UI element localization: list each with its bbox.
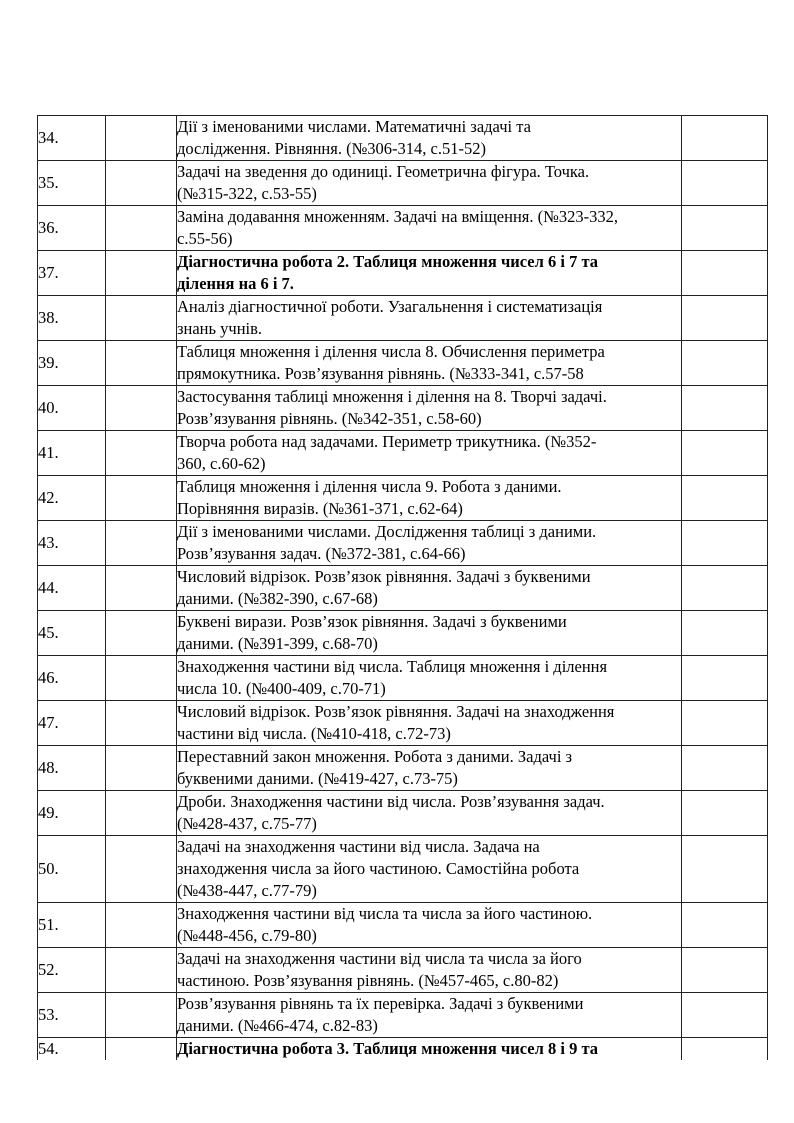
- lesson-topic-line: Буквені вирази. Розв’язок рівняння. Задачі з буквеними: [177, 612, 567, 631]
- table-row: [38, 993, 768, 1038]
- lesson-date-cell: [106, 746, 177, 791]
- table-row: [38, 701, 768, 746]
- lesson-topic-line: Знаходження частини від числа. Таблиця множення і ділення: [177, 657, 608, 676]
- lesson-topic-line: Задачі на зведення до одиниці. Геометрична фігура. Точка.: [177, 162, 590, 181]
- lesson-number: 53.: [38, 993, 106, 1038]
- lesson-topic-line: (№438-447, с.77-79): [177, 881, 317, 900]
- lesson-topic-line: Числовий відрізок. Розв’язок рівняння. Задачі на знаходження: [177, 702, 615, 721]
- table-row: [38, 746, 768, 791]
- table-row: [38, 1038, 768, 1061]
- lesson-note-cell: [682, 566, 768, 611]
- lesson-number: 47.: [38, 701, 106, 746]
- lesson-topic: [177, 836, 682, 903]
- lesson-note-cell: [682, 948, 768, 993]
- lesson-date-cell: [106, 161, 177, 206]
- lesson-date-cell: [106, 791, 177, 836]
- lesson-topic-line: Таблиця множення і ділення числа 9. Робота з даними.: [177, 477, 562, 496]
- lesson-topic-line: Дії з іменованими числами. Дослідження таблиці з даними.: [177, 522, 597, 541]
- lesson-date-cell: [106, 341, 177, 386]
- lesson-number: 50.: [38, 836, 106, 903]
- lesson-topic-line: Числовий відрізок. Розв’язок рівняння. Задачі з буквеними: [177, 567, 591, 586]
- lesson-date-cell: [106, 611, 177, 656]
- lesson-plan-table: [37, 115, 768, 1060]
- lesson-topic-line: ділення на 6 і 7.: [177, 274, 294, 293]
- table-row: [38, 611, 768, 656]
- lesson-number: 52.: [38, 948, 106, 993]
- lesson-topic-line: знаходження числа за його частиною. Самостійна робота: [177, 859, 580, 878]
- lesson-date-cell: [106, 431, 177, 476]
- lesson-date-cell: [106, 656, 177, 701]
- lesson-note-cell: [682, 251, 768, 296]
- table-row: [38, 903, 768, 948]
- lesson-note-cell: [682, 903, 768, 948]
- table-row: [38, 206, 768, 251]
- table-row: [38, 341, 768, 386]
- lesson-topic-line: Задачі на знаходження частини від числа та числа за його: [177, 949, 582, 968]
- lesson-date-cell: [106, 206, 177, 251]
- lesson-topic: [177, 948, 682, 993]
- lesson-topic: [177, 431, 682, 476]
- lesson-topic: [177, 296, 682, 341]
- lesson-topic-line: знань учнів.: [177, 319, 263, 338]
- table-row: [38, 476, 768, 521]
- lesson-topic-line: (№428-437, с.75-77): [177, 814, 317, 833]
- lesson-date-cell: [106, 476, 177, 521]
- table-row: [38, 296, 768, 341]
- lesson-topic-line: 360, с.60-62): [177, 454, 266, 473]
- lesson-topic-line: даними. (№382-390, с.67-68): [177, 589, 378, 608]
- table-row: [38, 431, 768, 476]
- lesson-topic-line: Таблиця множення і ділення числа 8. Обчислення периметра: [177, 342, 605, 361]
- lesson-topic-line: Розв’язування задач. (№372-381, с.64-66): [177, 544, 466, 563]
- lesson-topic: [177, 746, 682, 791]
- lesson-topic: [177, 566, 682, 611]
- lesson-topic-line: Аналіз діагностичної роботи. Узагальнення і систематизація: [177, 297, 603, 316]
- lesson-topic-line: Застосування таблиці множення і ділення на 8. Творчі задачі.: [177, 387, 607, 406]
- lesson-topic: [177, 521, 682, 566]
- lesson-date-cell: [106, 566, 177, 611]
- lesson-note-cell: [682, 341, 768, 386]
- lesson-number: 38.: [38, 296, 106, 341]
- lesson-topic: [177, 1038, 682, 1061]
- lesson-note-cell: [682, 791, 768, 836]
- lesson-topic-line: даними. (№466-474, с.82-83): [177, 1016, 378, 1035]
- table-row: [38, 656, 768, 701]
- lesson-date-cell: [106, 521, 177, 566]
- lesson-topic-line: (№315-322, с.53-55): [177, 184, 317, 203]
- lesson-topic: [177, 161, 682, 206]
- lesson-topic: [177, 116, 682, 161]
- lesson-number: 54.: [38, 1038, 106, 1061]
- lesson-topic-line: Переставний закон множення. Робота з даними. Задачі з: [177, 747, 573, 766]
- lesson-topic: [177, 656, 682, 701]
- lesson-topic-line: Знаходження частини від числа та числа за його частиною.: [177, 904, 593, 923]
- lesson-number: 46.: [38, 656, 106, 701]
- lesson-note-cell: [682, 431, 768, 476]
- lesson-topic-line: (№448-456, с.79-80): [177, 926, 317, 945]
- lesson-note-cell: [682, 836, 768, 903]
- lesson-number: 51.: [38, 903, 106, 948]
- lesson-number: 37.: [38, 251, 106, 296]
- lesson-topic-line: Діагностична робота 3. Таблиця множення чисел 8 і 9 та: [177, 1039, 599, 1058]
- table-row: [38, 161, 768, 206]
- lesson-topic-line: Порівняння виразів. (№361-371, с.62-64): [177, 499, 463, 518]
- table-row: [38, 251, 768, 296]
- lesson-topic: [177, 206, 682, 251]
- lesson-note-cell: [682, 701, 768, 746]
- table-row: [38, 386, 768, 431]
- lesson-topic-line: Задачі на знаходження частини від числа. Задача на: [177, 837, 540, 856]
- lesson-date-cell: [106, 251, 177, 296]
- lesson-topic-line: Дії з іменованими числами. Математичні задачі та: [177, 117, 531, 136]
- lesson-number: 39.: [38, 341, 106, 386]
- lesson-number: 48.: [38, 746, 106, 791]
- lesson-number: 45.: [38, 611, 106, 656]
- lesson-note-cell: [682, 521, 768, 566]
- lesson-number: 41.: [38, 431, 106, 476]
- lesson-topic-line: Заміна додавання множенням. Задачі на вміщення. (№323-332,: [177, 207, 618, 226]
- lesson-topic: [177, 611, 682, 656]
- lesson-topic-line: дослідження. Рівняння. (№306-314, с.51-52): [177, 139, 486, 158]
- lesson-topic-line: Дроби. Знаходження частини від числа. Розв’язування задач.: [177, 792, 605, 811]
- lesson-date-cell: [106, 116, 177, 161]
- lesson-topic-line: даними. (№391-399, с.68-70): [177, 634, 378, 653]
- table-row: [38, 836, 768, 903]
- table-row: [38, 521, 768, 566]
- lesson-topic-line: Діагностична робота 2. Таблиця множення чисел 6 і 7 та: [177, 252, 599, 271]
- lesson-number: 40.: [38, 386, 106, 431]
- lesson-topic-line: числа 10. (№400-409, с.70-71): [177, 679, 386, 698]
- lesson-note-cell: [682, 116, 768, 161]
- lesson-note-cell: [682, 1038, 768, 1061]
- lesson-topic-line: с.55-56): [177, 229, 233, 248]
- lesson-topic-line: буквеними даними. (№419-427, с.73-75): [177, 769, 458, 788]
- lesson-topic-line: частини від числа. (№410-418, с.72-73): [177, 724, 451, 743]
- lesson-note-cell: [682, 296, 768, 341]
- lesson-note-cell: [682, 386, 768, 431]
- lesson-number: 44.: [38, 566, 106, 611]
- lesson-topic-line: частиною. Розв’язування рівнянь. (№457-465, с.80-82): [177, 971, 559, 990]
- lesson-topic: [177, 791, 682, 836]
- lesson-topic: [177, 701, 682, 746]
- lesson-number: 42.: [38, 476, 106, 521]
- lesson-date-cell: [106, 993, 177, 1038]
- lesson-number: 34.: [38, 116, 106, 161]
- lesson-note-cell: [682, 656, 768, 701]
- lesson-note-cell: [682, 161, 768, 206]
- lesson-date-cell: [106, 903, 177, 948]
- lesson-note-cell: [682, 746, 768, 791]
- lesson-topic: [177, 251, 682, 296]
- lesson-topic: [177, 386, 682, 431]
- lesson-note-cell: [682, 993, 768, 1038]
- lesson-note-cell: [682, 206, 768, 251]
- lesson-topic: [177, 341, 682, 386]
- lesson-note-cell: [682, 611, 768, 656]
- lesson-number: 35.: [38, 161, 106, 206]
- lesson-plan-body: [38, 116, 768, 1061]
- lesson-number: 36.: [38, 206, 106, 251]
- lesson-date-cell: [106, 1038, 177, 1061]
- lesson-date-cell: [106, 296, 177, 341]
- lesson-topic: [177, 903, 682, 948]
- table-row: [38, 566, 768, 611]
- lesson-topic: [177, 476, 682, 521]
- lesson-date-cell: [106, 836, 177, 903]
- lesson-topic: [177, 993, 682, 1038]
- lesson-topic-line: Розв’язування рівнянь та їх перевірка. Задачі з буквеними: [177, 994, 584, 1013]
- table-row: [38, 948, 768, 993]
- lesson-topic-line: Творча робота над задачами. Периметр трикутника. (№352-: [177, 432, 597, 451]
- lesson-date-cell: [106, 948, 177, 993]
- lesson-number: 43.: [38, 521, 106, 566]
- lesson-topic-line: Розв’язування рівнянь. (№342-351, с.58-60): [177, 409, 482, 428]
- lesson-plan-page: [37, 115, 767, 1060]
- lesson-topic-line: прямокутника. Розв’язування рівнянь. (№333-341, с.57-58: [177, 364, 584, 383]
- table-row: [38, 116, 768, 161]
- lesson-date-cell: [106, 386, 177, 431]
- lesson-note-cell: [682, 476, 768, 521]
- table-row: [38, 791, 768, 836]
- lesson-number: 49.: [38, 791, 106, 836]
- lesson-date-cell: [106, 701, 177, 746]
